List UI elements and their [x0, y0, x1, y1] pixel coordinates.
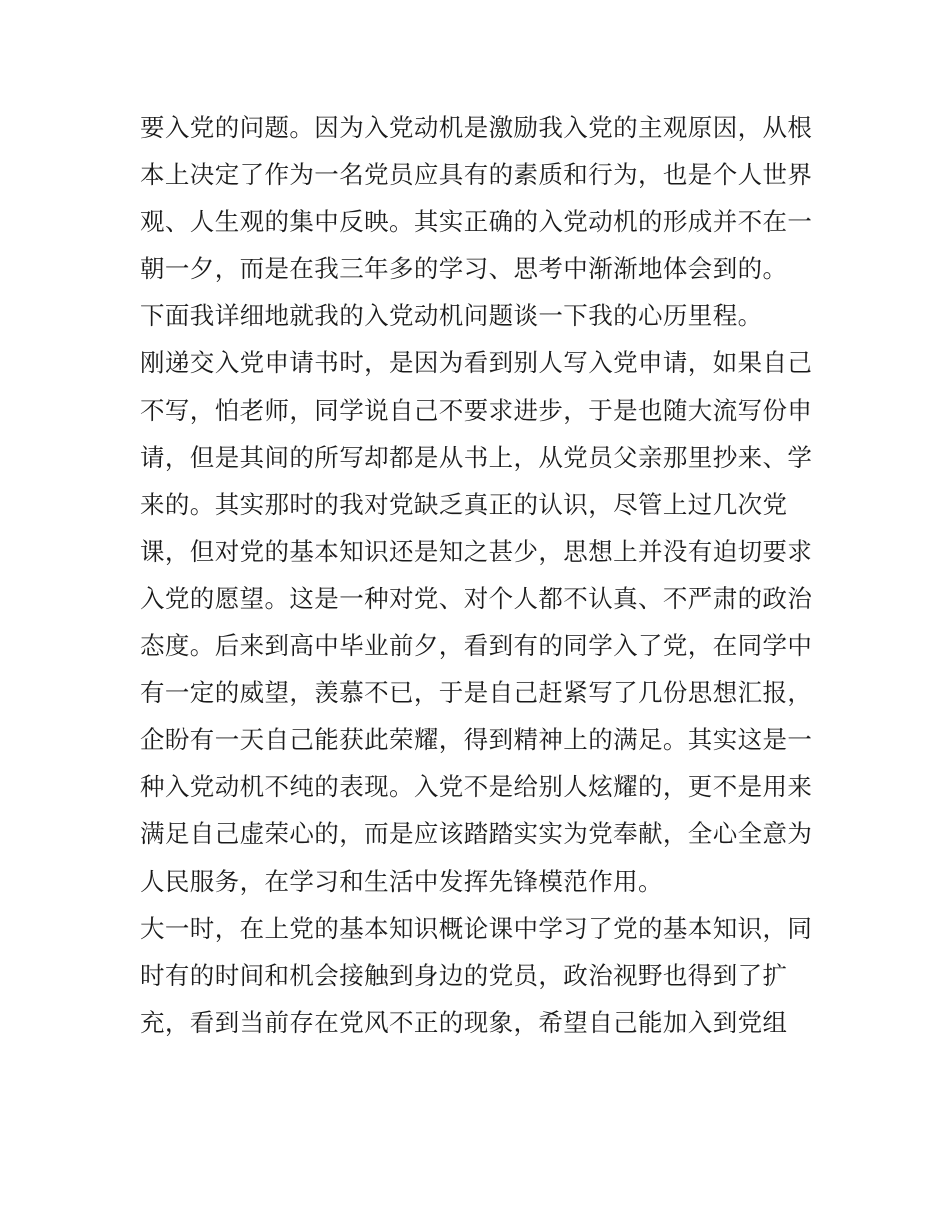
text-line: 要入党的问题。因为入党动机是激励我入党的主观原因，从根: [140, 113, 813, 142]
text-line: 态度。后来到高中毕业前夕，看到有的同学入了党，在同学中: [140, 631, 813, 661]
text-line: 大一时，在上党的基本知识概论课中学习了党的基本知识，同: [140, 913, 813, 943]
text-line: 企盼有一天自己能获此荣耀，得到精神上的满足。其实这是一: [140, 725, 813, 755]
text-line: 刚递交入党申请书时，是因为看到别人写入党申请，如果自己: [140, 348, 813, 378]
text-line: 观、人生观的集中反映。其实正确的入党动机的形成并不在一: [140, 207, 813, 237]
text-line: 请，但是其间的所写却都是从书上，从党员父亲那里抄来、学: [140, 442, 813, 472]
text-line: 种入党动机不纯的表现。入党不是给别人炫耀的，更不是用来: [140, 772, 813, 802]
text-line: 课，但对党的基本知识还是知之甚少，思想上并没有迫切要求: [140, 536, 813, 566]
text-line: 不写，怕老师，同学说自己不要求进步，于是也随大流写份申: [140, 395, 813, 425]
text-line: 入党的愿望。这是一种对党、对个人都不认真、不严肃的政治: [140, 583, 813, 613]
text-line: 满足自己虚荣心的，而是应该踏踏实实为党奉献，全心全意为: [140, 819, 813, 849]
text-line: 朝一夕，而是在我三年多的学习、思考中渐渐地体会到的。: [140, 254, 788, 284]
body-text: [140, 104, 830, 1046]
text-line: 本上决定了作为一名党员应具有的素质和行为，也是个人世界: [140, 160, 813, 190]
text-line: 有一定的威望，羡慕不已，于是自己赶紧写了几份思想汇报，: [140, 678, 813, 708]
text-line: 下面我详细地就我的入党动机问题谈一下我的心历里程。: [140, 301, 763, 331]
text-line: 人民服务，在学习和生活中发挥先锋模范作用。: [140, 866, 663, 896]
text-line: 来的。其实那时的我对党缺乏真正的认识，尽管上过几次党: [140, 489, 788, 519]
text-line: 时有的时间和机会接触到身边的党员，政治视野也得到了扩: [140, 960, 788, 990]
text-line: 充，看到当前存在党风不正的现象，希望自己能加入到党组: [140, 1007, 788, 1037]
